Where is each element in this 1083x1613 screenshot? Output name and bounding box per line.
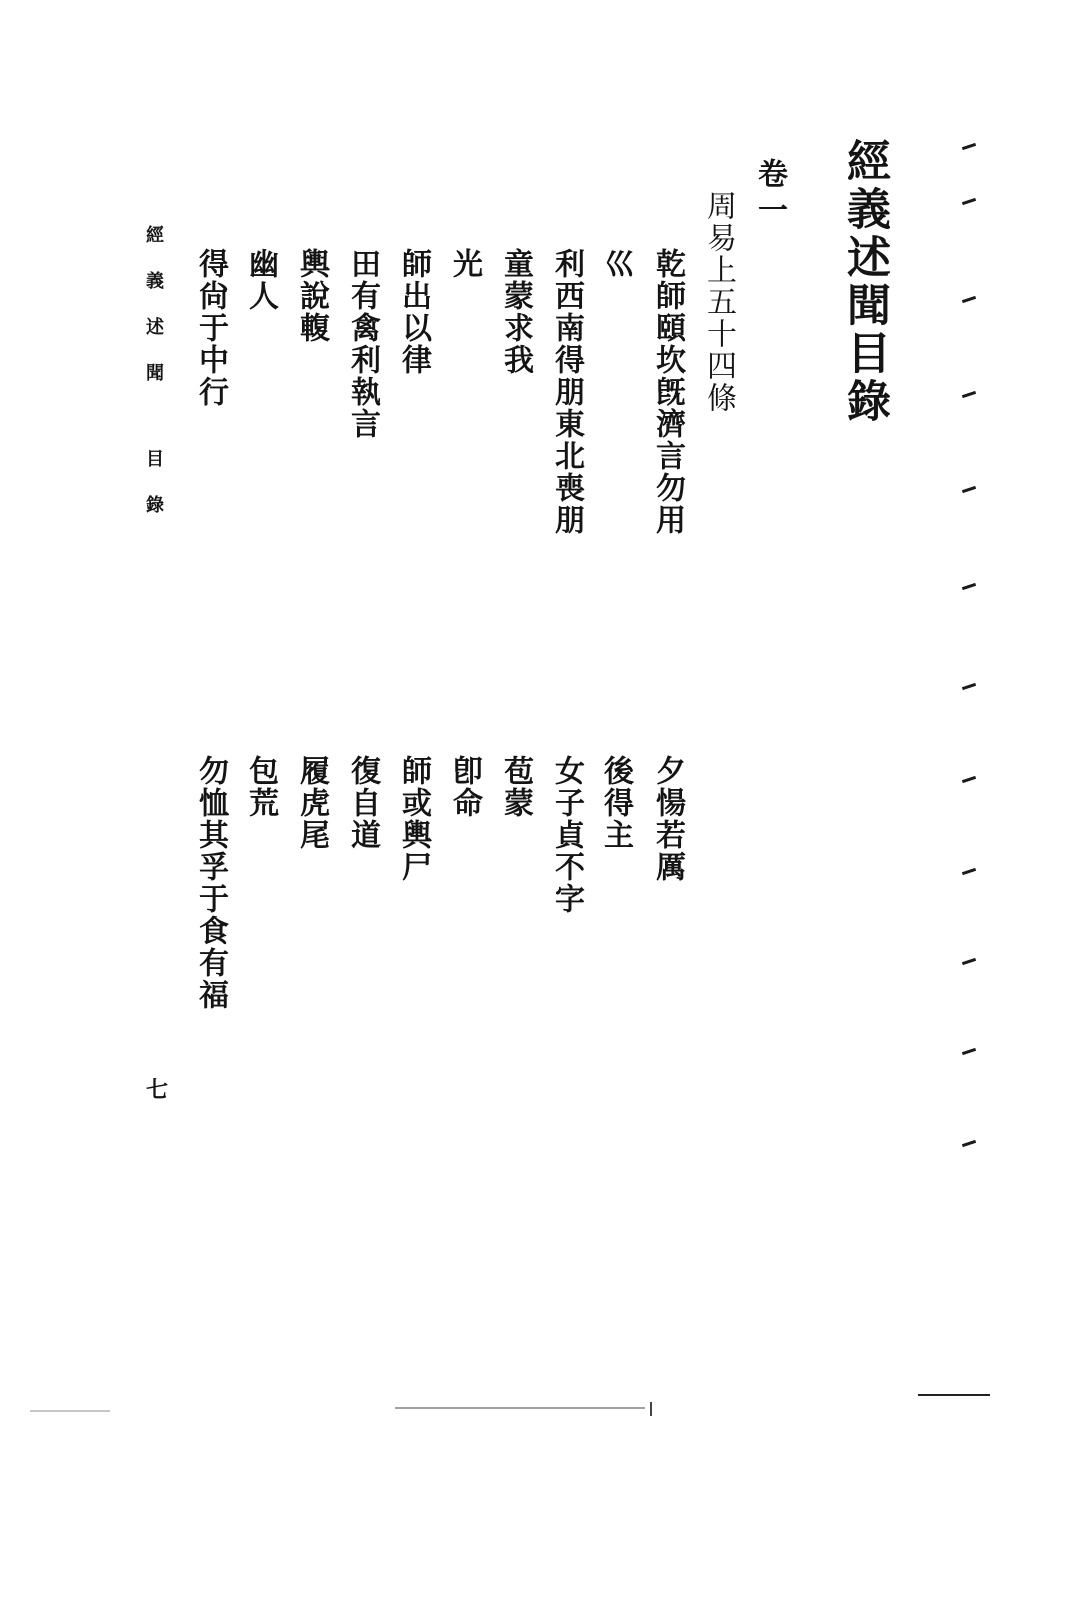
gutter-rule bbox=[918, 1394, 990, 1396]
binding-mark bbox=[962, 143, 976, 150]
section-heading: 周易上五十四條 bbox=[701, 190, 736, 414]
toc-entry: 後得主 bbox=[598, 755, 633, 851]
running-head bbox=[144, 225, 162, 541]
toc-entry: 師出以律 bbox=[396, 248, 431, 376]
toc-entry: 復自道 bbox=[345, 755, 380, 851]
toc-entry: 苞蒙 bbox=[498, 755, 533, 819]
toc-entry: 乾師頤坎旣濟言勿用 bbox=[650, 248, 685, 536]
toc-entry: 包荒 bbox=[243, 755, 278, 819]
toc-entry: 童蒙求我 bbox=[498, 248, 533, 376]
toc-entry: 女子貞不字 bbox=[549, 755, 584, 915]
toc-entry: 利西南得朋東北喪朋 bbox=[549, 248, 584, 536]
toc-entry: 輿說輹 bbox=[294, 248, 329, 344]
binding-mark bbox=[962, 1048, 976, 1055]
binding-mark bbox=[962, 868, 976, 875]
folio-page-number: 七 bbox=[146, 1077, 169, 1103]
binding-mark bbox=[962, 1140, 976, 1147]
page-title: 經義述聞目錄 bbox=[839, 138, 890, 426]
toc-entry: 得尙于中行 bbox=[193, 248, 228, 408]
volume-heading: 卷一 bbox=[752, 158, 787, 230]
toc-entry: 巛 bbox=[598, 248, 633, 280]
toc-entry: 幽人 bbox=[243, 248, 278, 312]
toc-entry: 卽命 bbox=[447, 755, 482, 819]
binding-mark bbox=[962, 486, 976, 493]
scan-line bbox=[650, 1402, 652, 1416]
running-head-title: 經義述聞 bbox=[143, 225, 164, 409]
scan-line bbox=[395, 1407, 645, 1409]
scan-line bbox=[30, 1410, 110, 1412]
running-head-section: 目錄 bbox=[143, 449, 164, 541]
toc-entry: 勿恤其孚于食有福 bbox=[193, 755, 228, 1011]
binding-mark bbox=[962, 776, 976, 783]
binding-mark bbox=[962, 296, 976, 303]
binding-mark bbox=[962, 198, 976, 205]
binding-mark bbox=[962, 958, 976, 965]
toc-entry: 夕愓若厲 bbox=[650, 755, 685, 883]
binding-mark bbox=[962, 391, 976, 398]
toc-entry: 光 bbox=[447, 248, 482, 280]
toc-entry: 師或輿尸 bbox=[396, 755, 431, 883]
binding-mark bbox=[962, 683, 976, 690]
toc-entry: 田有禽利執言 bbox=[345, 248, 380, 440]
toc-entry: 履虎尾 bbox=[294, 755, 329, 851]
binding-mark bbox=[962, 583, 976, 590]
